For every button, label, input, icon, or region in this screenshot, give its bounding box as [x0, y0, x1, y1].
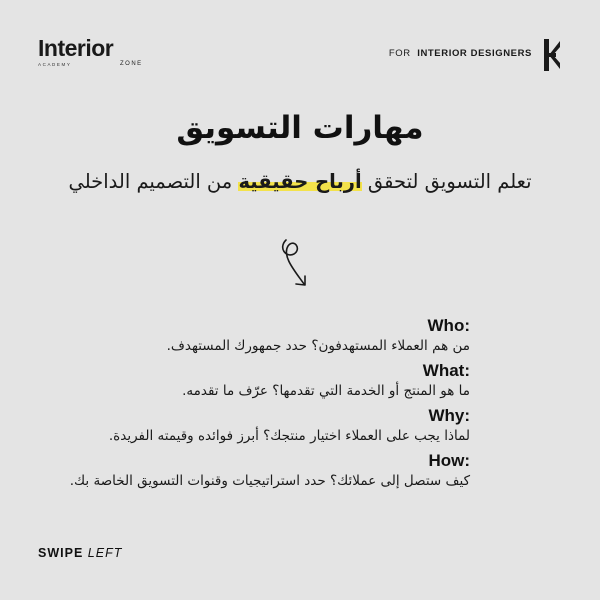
tagline-prefix: FOR: [388, 48, 411, 59]
point-heading: Why:: [428, 406, 470, 425]
point-text: لماذا يجب على العملاء اختيار منتجك؟ أبرز فوائده وقيمته الفريدة.: [108, 428, 470, 444]
logo-wordmark: Interior: [38, 35, 114, 61]
tagline: [389, 48, 532, 59]
swipe-direction: LEFT: [87, 546, 123, 560]
tagline-bold: INTERIOR DESIGNERS: [417, 48, 532, 59]
point-heading: How:: [428, 451, 470, 470]
swipe-hint: [38, 546, 122, 560]
k-arrow-brand-icon: [542, 38, 562, 72]
subtitle-highlight: أرباح حقيقية: [238, 170, 362, 193]
subtitle-after: من التصميم الداخلي: [68, 170, 233, 193]
subtitle-before: تعلم التسويق لتحقق: [367, 170, 532, 193]
curly-down-arrow-icon: [272, 234, 322, 294]
logo-zone-label: ZONE: [120, 60, 143, 67]
point-who: [40, 316, 470, 356]
swipe-label: SWIPE: [38, 546, 84, 560]
point-text: ما هو المنتج أو الخدمة التي تقدمها؟ عرّف ما تقدمه.: [182, 383, 470, 399]
point-heading: Who:: [427, 316, 470, 335]
point-why: [40, 406, 470, 446]
logo-academy-label: ACADEMY: [38, 62, 72, 67]
point-heading: What:: [422, 361, 470, 380]
point-what: [40, 361, 470, 401]
point-how: [40, 451, 470, 491]
subtitle: [0, 170, 600, 193]
brand-logo: [38, 36, 148, 70]
page-title: مهارات التسويق: [176, 110, 424, 146]
points-list: [40, 316, 470, 496]
point-text: من هم العملاء المستهدفون؟ حدد جمهورك المستهدف.: [166, 338, 470, 354]
point-text: كيف ستصل إلى عملائك؟ حدد استراتيجيات وقنوات التسويق الخاصة بك.: [69, 473, 470, 489]
